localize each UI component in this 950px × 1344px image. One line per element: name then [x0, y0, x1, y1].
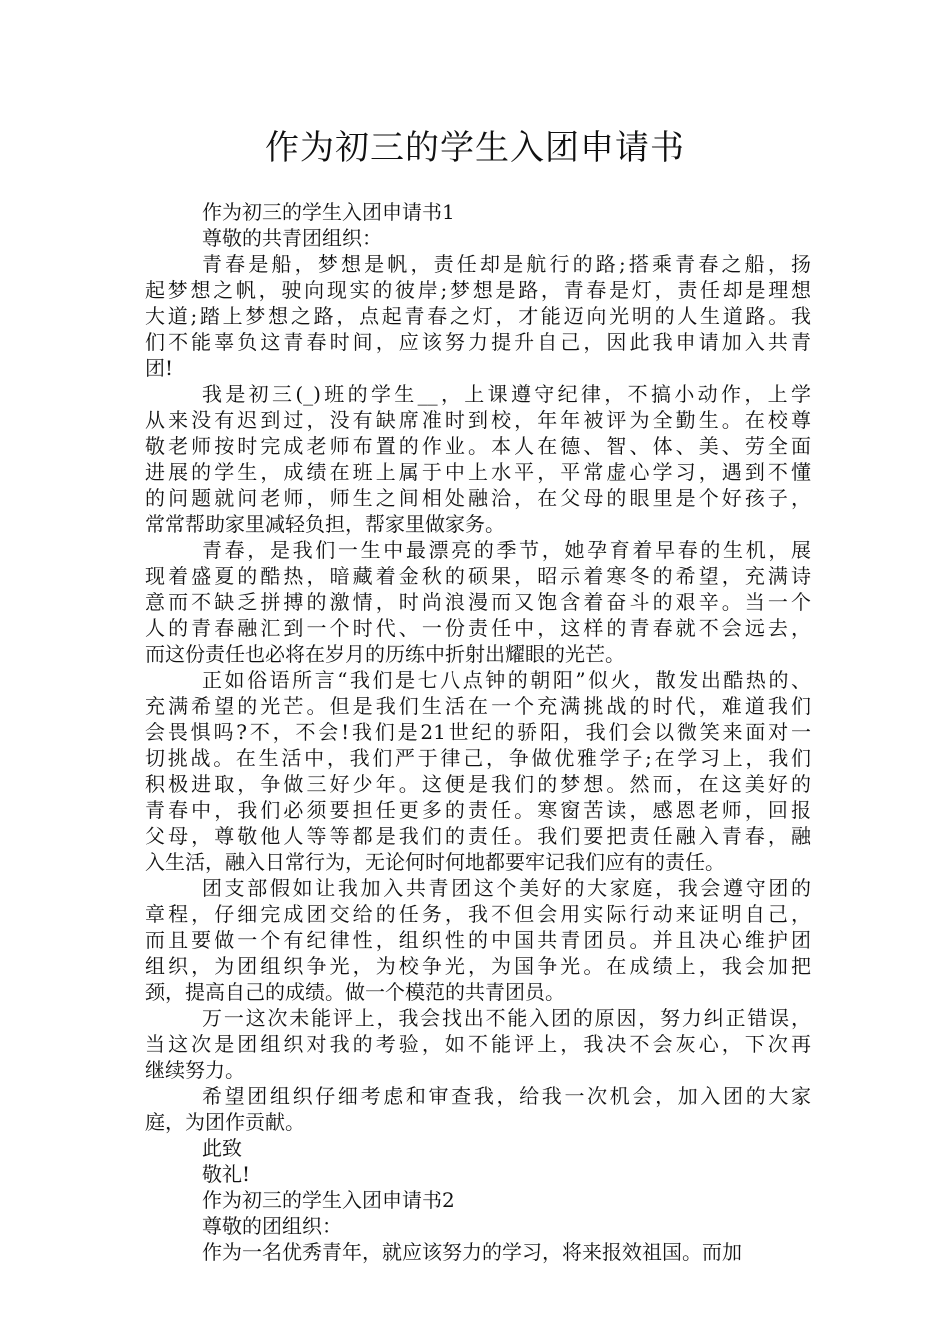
text-line: 万一这次未能评上，我会找出不能入团的原因，努力纠正错误，: [202, 1006, 811, 1030]
text-line: 充满希望的光芒。但是我们生活在一个充满挑战的时代，难道我们: [145, 694, 811, 718]
text-line: 作为一名优秀青年，就应该努力的学习，将来报效祖国。而加: [202, 1240, 742, 1264]
paragraph: [145, 251, 811, 381]
text-line: 继续努力。: [145, 1058, 245, 1082]
paragraph: [145, 667, 811, 875]
text-line: 希望团组织仔细考虑和审查我，给我一次机会，加入团的大家: [202, 1084, 811, 1108]
heading-line: [145, 199, 811, 225]
paragraph: [145, 1083, 811, 1135]
paragraph: [145, 1239, 811, 1265]
text-line: 尊敬的团组织：: [202, 1214, 342, 1238]
closing-line: [145, 1135, 811, 1161]
text-line: 从来没有迟到过，没有缺席准时到校，年年被评为全勤生。在校尊: [145, 408, 811, 432]
text-line: 而这份责任也必将在岁月的历练中折射出耀眼的光芒。: [145, 642, 625, 666]
document-body: [145, 199, 811, 1265]
text-line: 入生活，融入日常行为，无论何时何地都要牢记我们应有的责任。: [145, 850, 725, 874]
paragraph: [145, 1005, 811, 1083]
text-line: 敬老师按时完成老师布置的作业。本人在德、智、体、美、劳全面: [145, 434, 811, 458]
text-line: 青春是船，梦想是帆，责任却是航行的路;搭乘青春之船，扬: [202, 252, 811, 276]
text-line: 的问题就问老师，师生之间相处融洽，在父母的眼里是个好孩子，: [145, 486, 811, 510]
text-line: 常常帮助家里减轻负担，帮家里做家务。: [145, 512, 505, 536]
paragraph: [145, 875, 811, 1005]
salutation-line: [145, 1213, 811, 1239]
text-line: 敬礼!: [202, 1162, 251, 1186]
heading-line: [145, 1187, 811, 1213]
text-line: 现着盛夏的酷热，暗藏着金秋的硕果，昭示着寒冬的希望，充满诗: [145, 564, 811, 588]
text-line: 作为初三的学生入团申请书2: [202, 1188, 455, 1212]
text-line: 团!: [145, 356, 174, 380]
text-line: 积极进取，争做三好少年。这便是我们的梦想。然而，在这美好的: [145, 772, 811, 796]
text-line: 此致: [202, 1136, 242, 1160]
salutation-line: [145, 225, 811, 251]
text-line: 而且要做一个有纪律性，组织性的中国共青团员。并且决心维护团: [145, 928, 811, 952]
text-line: 我是初三(_)班的学生__，上课遵守纪律，不搞小动作，上学: [202, 382, 811, 406]
closing-line: [145, 1161, 811, 1187]
text-line: 团支部假如让我加入共青团这个美好的大家庭，我会遵守团的: [202, 876, 811, 900]
text-line: 组织，为团组织争光，为校争光，为国争光。在成绩上，我会加把: [145, 954, 811, 978]
text-line: 们不能辜负这青春时间，应该努力提升自己，因此我申请加入共青: [145, 330, 811, 354]
text-line: 章程，仔细完成团交给的任务，我不但会用实际行动来证明自己，: [145, 902, 811, 926]
text-line: 庭，为团作贡献。: [145, 1110, 305, 1134]
text-line: 人的青春融汇到一个时代、一份责任中，这样的青春就不会远去，: [145, 616, 811, 640]
text-line: 青春，是我们一生中最漂亮的季节，她孕育着早春的生机，展: [202, 538, 811, 562]
text-line: 会畏惧吗?不，不会!我们是21世纪的骄阳，我们会以微笑来面对一: [145, 720, 811, 744]
text-line: 进展的学生，成绩在班上属于中上水平，平常虚心学习，遇到不懂: [145, 460, 811, 484]
text-line: 尊敬的共青团组织：: [202, 226, 382, 250]
text-line: 青春中，我们必须要担任更多的责任。寒窗苦读，感恩老师，回报: [145, 798, 811, 822]
text-line: 起梦想之帆，驶向现实的彼岸;梦想是路，青春是灯，责任却是理想: [145, 278, 811, 302]
text-line: 正如俗语所言“我们是七八点钟的朝阳”似火，散发出酷热的、: [202, 668, 811, 692]
text-line: 当这次是团组织对我的考验，如不能评上，我决不会灰心，下次再: [145, 1032, 811, 1056]
paragraph: [145, 381, 811, 537]
text-line: 父母，尊敬他人等等都是我们的责任。我们要把责任融入青春，融: [145, 824, 811, 848]
paragraph: [145, 537, 811, 667]
text-line: 切挑战。在生活中，我们严于律己，争做优雅学子;在学习上，我们: [145, 746, 811, 770]
text-line: 作为初三的学生入团申请书1: [202, 200, 455, 224]
document-title: 作为初三的学生入团申请书: [265, 128, 685, 168]
text-line: 意而不缺乏拼搏的激情，时尚浪漫而又饱含着奋斗的艰辛。当一个: [145, 590, 811, 614]
text-line: 大道;踏上梦想之路，点起青春之灯，才能迈向光明的人生道路。我: [145, 304, 811, 328]
text-line: 颈，提高自己的成绩。做一个模范的共青团员。: [145, 980, 565, 1004]
